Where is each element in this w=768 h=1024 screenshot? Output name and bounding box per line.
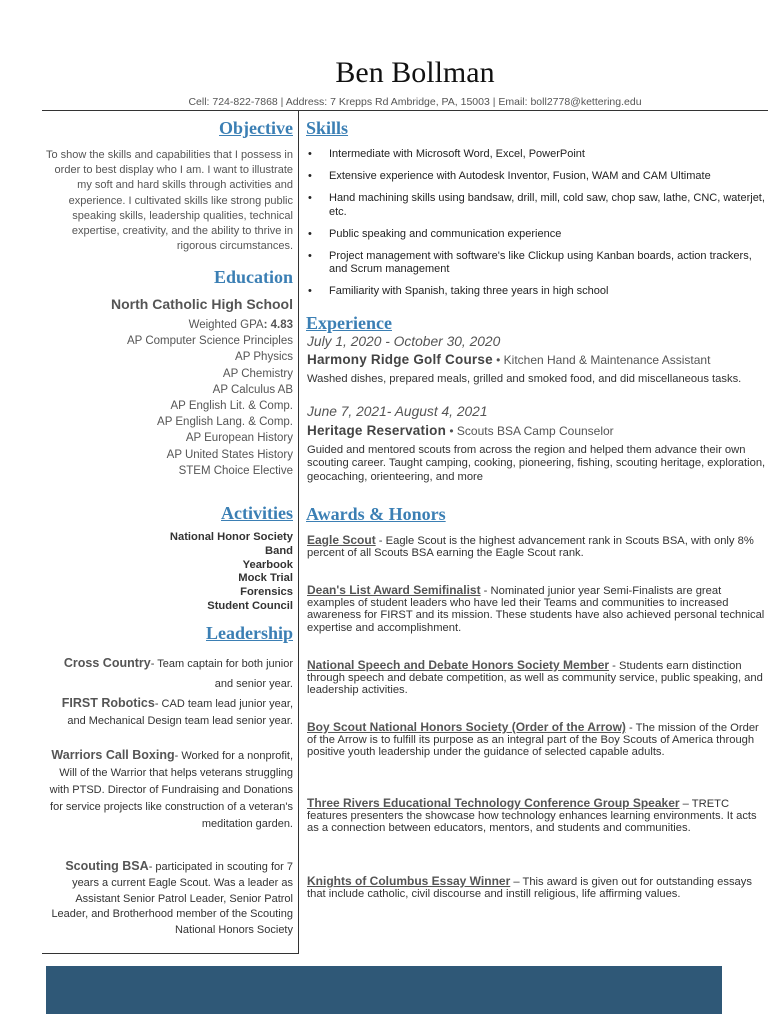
course-item: AP Computer Science Principles	[127, 335, 293, 348]
award-item	[307, 797, 768, 835]
course-item: AP Chemistry	[222, 367, 293, 380]
course-item: AP Calculus AB	[212, 383, 293, 396]
objective-heading: Objective	[219, 118, 293, 138]
activity-item: Forensics	[240, 586, 293, 599]
leadership-item	[48, 859, 293, 939]
skill-item: • Intermediate with Microsoft Word, Excel, PowerPoint	[306, 148, 766, 161]
activity-item: Student Council	[207, 599, 293, 612]
award-item	[307, 584, 768, 634]
activity-item: Band	[265, 544, 293, 557]
experience-heading: Experience	[306, 313, 392, 333]
job-employer: Harmony Ridge Golf Course	[307, 352, 493, 367]
job-employer: Heritage Reservation	[307, 423, 447, 438]
award-title: National Speech and Debate Honors Society Member	[307, 658, 610, 672]
award-text: - The mission of the Order of the Arrow is to fulfill its purpose as an integral part of the Boy Scouts of America through positive youth leadership under the guidance of selected capable adults.	[307, 722, 759, 759]
skill-item: • Hand machining skills using bandsaw, drill, mill, cold saw, chop saw, lathe, CNC, waterjet, etc.	[306, 192, 766, 218]
leadership-title: FIRST Robotics	[61, 696, 155, 710]
activity-item: Mock Trial	[238, 572, 293, 585]
award-title: Boy Scout National Honors Society (Order of the Arrow)	[307, 720, 626, 734]
award-title: Eagle Scout	[307, 533, 376, 547]
skills-list	[306, 148, 766, 299]
award-item	[307, 659, 768, 697]
activities-list	[93, 531, 293, 614]
leadership-item	[48, 695, 293, 730]
education-list	[53, 317, 293, 479]
job-title-line	[307, 423, 614, 438]
objective-text: To show the skills and capabilities that I possess in order to best display who I am. I want to illustrate my soft and hard skills through activities and experience. I cultivated skills like strong public speaking skills, leadership qualities, technical expertise, creativity, and the ability to thrive in rigorous circumstances.	[45, 149, 293, 253]
footer-band	[46, 966, 722, 1014]
leadership-title: Cross Country	[63, 656, 151, 670]
job-description: Guided and mentored scouts from across the region and helped them advance their own scouting career. Taught camping, cooking, pioneering, fishing, scouting heritage, exploration, geocaching, orienteering, and more	[307, 444, 766, 483]
resume-name: Ben Bollman	[335, 56, 495, 89]
gpa-label: Weighted GPA	[188, 319, 264, 331]
award-text: - Students earn distinction through speech and debate competition, as well as community service, public speaking, and leadership activities.	[307, 660, 763, 697]
course-item: AP European History	[185, 432, 293, 445]
gpa-line	[53, 317, 293, 333]
course-item: AP English Lit. & Comp.	[170, 400, 293, 413]
job-title-line	[307, 352, 710, 367]
skill-item: • Familiarity with Spanish, taking three years in high school	[306, 285, 766, 298]
activities-heading: Activities	[221, 503, 293, 523]
award-title: Three Rivers Educational Technology Conference Group Speaker	[307, 796, 680, 810]
activity-item: National Honor Society	[169, 531, 293, 543]
course-item: AP Physics	[235, 351, 293, 364]
job-dates: July 1, 2020 - October 30, 2020	[307, 334, 501, 349]
skill-item: • Project management with software's like Clickup using Kanban boards, action trackers, and Scrum management	[306, 250, 766, 276]
leadership-text: - participated in scouting for 7 years a current Eagle Scout. Was a leader as Assistant Senior Patrol Leader, Senior Patrol Leader, and Brotherhood member of the Scouting National Honors Society	[51, 861, 293, 937]
leadership-item	[48, 654, 293, 694]
skill-item: • Extensive experience with Autodesk Inventor, Fusion, WAM and CAM Ultimate	[306, 170, 766, 183]
award-text: – TRETC features presenters the showcase how technology enhances learning environments. It acts as a connection between educators, mentors, and students and communities.	[307, 798, 757, 835]
leadership-text: - Team captain for both junior and senior year.	[150, 658, 293, 690]
header-divider	[42, 110, 768, 111]
skills-heading: Skills	[306, 118, 349, 138]
school-name: North Catholic High School	[111, 296, 293, 312]
leadership-heading: Leadership	[205, 623, 293, 643]
leadership-item	[48, 747, 293, 833]
job-role: • Kitchen Hand & Maintenance Assistant	[492, 353, 711, 367]
job-description: Washed dishes, prepared meals, grilled and smoked food, and did miscellaneous tasks.	[307, 373, 742, 385]
award-item	[307, 534, 768, 559]
job-role: • Scouts BSA Camp Counselor	[446, 424, 614, 438]
leadership-title: Warriors Call Boxing	[51, 748, 175, 762]
column-divider	[298, 110, 299, 953]
contact-line: Cell: 724-822-7868 | Address: 7 Krepps Rd Ambridge, PA, 15003 | Email: boll2778@kettering.edu	[188, 96, 642, 108]
course-item: STEM Choice Elective	[178, 464, 293, 477]
leadership-title: Scouting BSA	[65, 859, 149, 873]
job-dates: June 7, 2021- August 4, 2021	[307, 404, 488, 419]
award-text: – This award is given out for outstanding essays that include catholic, civil discourse and instill religious, life affirming values.	[307, 876, 752, 901]
awards-heading: Awards & Honors	[306, 504, 446, 524]
course-item: AP United States History	[166, 448, 293, 461]
leadership-text: - CAD team lead junior year, and Mechanical Design team lead senior year.	[67, 698, 293, 727]
activity-item: Yearbook	[242, 558, 293, 571]
gpa-value: : 4.83	[263, 319, 293, 331]
award-item	[307, 875, 768, 900]
leadership-text: - Worked for a nonprofit, Will of the Warrior that helps veterans struggling with PTSD. Director of Fundraising and Donations for service projects like construction of a veteran's meditation garden.	[49, 750, 293, 830]
award-title: Knights of Columbus Essay Winner	[307, 874, 511, 888]
award-text: - Nominated junior year Semi-Finalists are great examples of student leaders who have led their Teams and communities to increased awareness for FIRST and its mission. These students have also achieved personal technical expertise and accomplishment.	[307, 585, 765, 634]
award-text: - Eagle Scout is the highest advancement rank in Scouts BSA, with only 8% percent of all Scouts BSA earning the Eagle Scout rank.	[307, 535, 754, 560]
award-title: Dean's List Award Semifinalist	[307, 583, 481, 597]
course-item: AP English Lang. & Comp.	[157, 416, 293, 429]
left-column-bottom-rule	[42, 953, 299, 954]
education-heading: Education	[213, 267, 293, 287]
skill-item: • Public speaking and communication experience	[306, 228, 766, 241]
award-item	[307, 721, 768, 759]
